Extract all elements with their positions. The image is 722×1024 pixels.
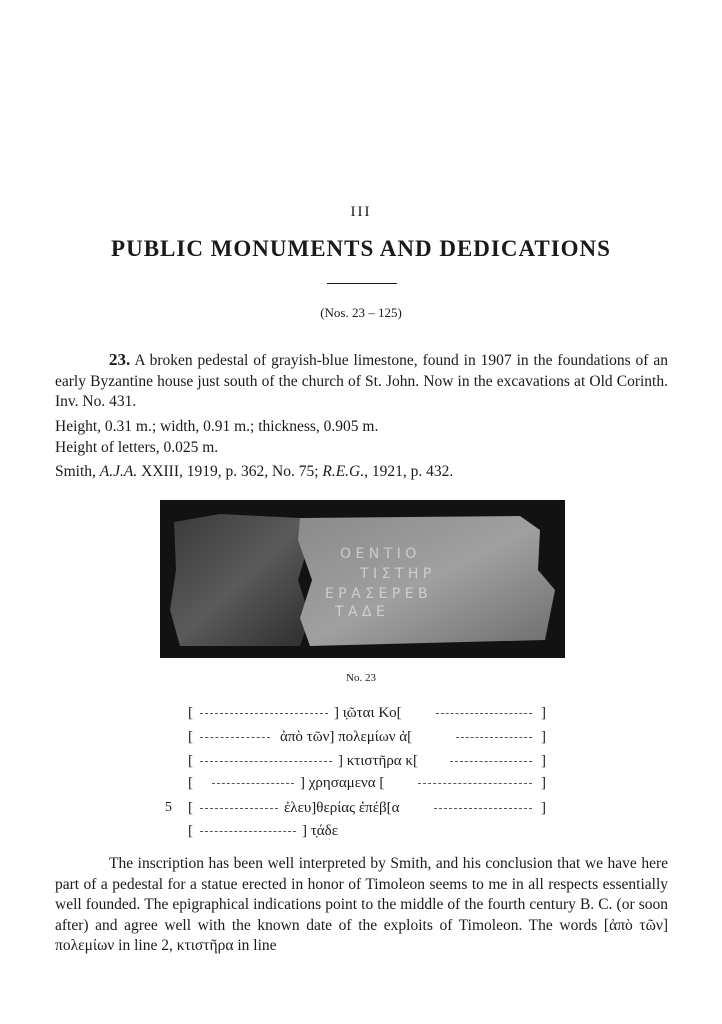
bracket-open: [ [188,775,193,791]
svg-text:Τ Α Δ Ε: Τ Α Δ Ε [335,604,385,620]
bracket-open: [ [188,800,193,816]
entry-number: 23. [109,350,131,369]
bracket-close: ] [541,800,546,816]
lacuna-dashes [434,808,532,809]
inscription-line-4 [188,772,546,794]
bracket-close: ] [541,753,546,769]
bracket-open: [ [188,753,193,769]
reference-journal-reg: R.E.G. [322,463,365,480]
bracket-open: [ [188,823,193,839]
title-divider [327,283,397,284]
inscription-text: ] κτιστῆρα κ[ [338,753,418,769]
lacuna-dashes [200,737,270,738]
inscription-text: ] τ̣άδε [302,823,338,839]
chapter-number: III [350,204,372,220]
bracket-close: ] [541,729,546,745]
lacuna-dashes [436,713,532,714]
lacuna-dashes [456,737,532,738]
lacuna-dashes [212,783,294,784]
inscription-line-6 [188,820,546,842]
commentary-paragraph: The inscription has been well interpreted by Smith, and his conclusion that we have here part of a pedestal for a statue erected in honor of Timoleon seems to me in all respects essentially well founded. The epigraphical indications point to the middle of the fourth century B. C. (or soon after) and agree well with the known date of the exploits of Timoleon. The words [ἀπὸ τῶν] πολεμίων in line 2, κτιστῆρα in line [55,855,668,954]
reference-mid: XXIII, 1919, p. 362, No. 75; [137,463,323,480]
bracket-close: ] [541,775,546,791]
inscription-line-2 [188,726,546,748]
entry-dimensions: Height, 0.31 m.; width, 0.91 m.; thickness, 0.905 m. [55,418,379,435]
inscription-text: ] χρησαμενα [ [300,775,385,791]
lacuna-dashes [450,761,532,762]
entry-description [55,350,668,413]
inscription-text: ] ι̣ῶται Κο[ [334,705,402,721]
entry-description-text: A broken pedestal of grayish-blue limestone, found in 1907 in the foundations of an early Byzantine house just south of the church of St. John. Now in the excavations at Old Corinth. Inv. No. 431. [55,352,668,410]
lacuna-dashes [200,831,296,832]
photo-caption: No. 23 [346,672,376,684]
svg-text:Τ Ι Σ Τ Η Ρ: Τ Ι Σ Τ Η Ρ [360,566,432,582]
inscription-text: ἀπὸ τῶν] πολεμίων ἀ[ [280,729,413,745]
lacuna-dashes [200,808,278,809]
reference-author: Smith, [55,463,100,480]
chapter-title: PUBLIC MONUMENTS AND DEDICATIONS [111,236,611,261]
inscription-line-1 [188,702,546,724]
inscription-line-5 [188,797,546,819]
entry-range: (Nos. 23 – 125) [320,305,402,320]
svg-text:Ο Ε Ν Τ Ι Ο: Ο Ε Ν Τ Ι Ο [340,546,417,562]
lacuna-dashes [418,783,532,784]
bracket-close: ] [541,705,546,721]
reference-journal-aja: A.J.A. [99,463,138,480]
lacuna-dashes [200,761,332,762]
bracket-open: [ [188,705,193,721]
bracket-open: [ [188,729,193,745]
entry-reference [55,462,453,483]
line-number-5: 5 [165,800,172,815]
lacuna-dashes [200,713,328,714]
inscription-text: ἐλευ]θερίας ἐπέβ[α [284,800,400,816]
reference-suffix: , 1921, p. 432. [364,463,454,480]
entry-letter-height: Height of letters, 0.025 m. [55,439,219,456]
svg-text:Ε Ρ Α Σ Ε Ρ Ε Β: Ε Ρ Α Σ Ε Ρ Ε Β [325,586,428,602]
pedestal-photo [160,500,565,658]
stone-photo-image [160,500,565,658]
inscription-line-3 [188,750,546,772]
